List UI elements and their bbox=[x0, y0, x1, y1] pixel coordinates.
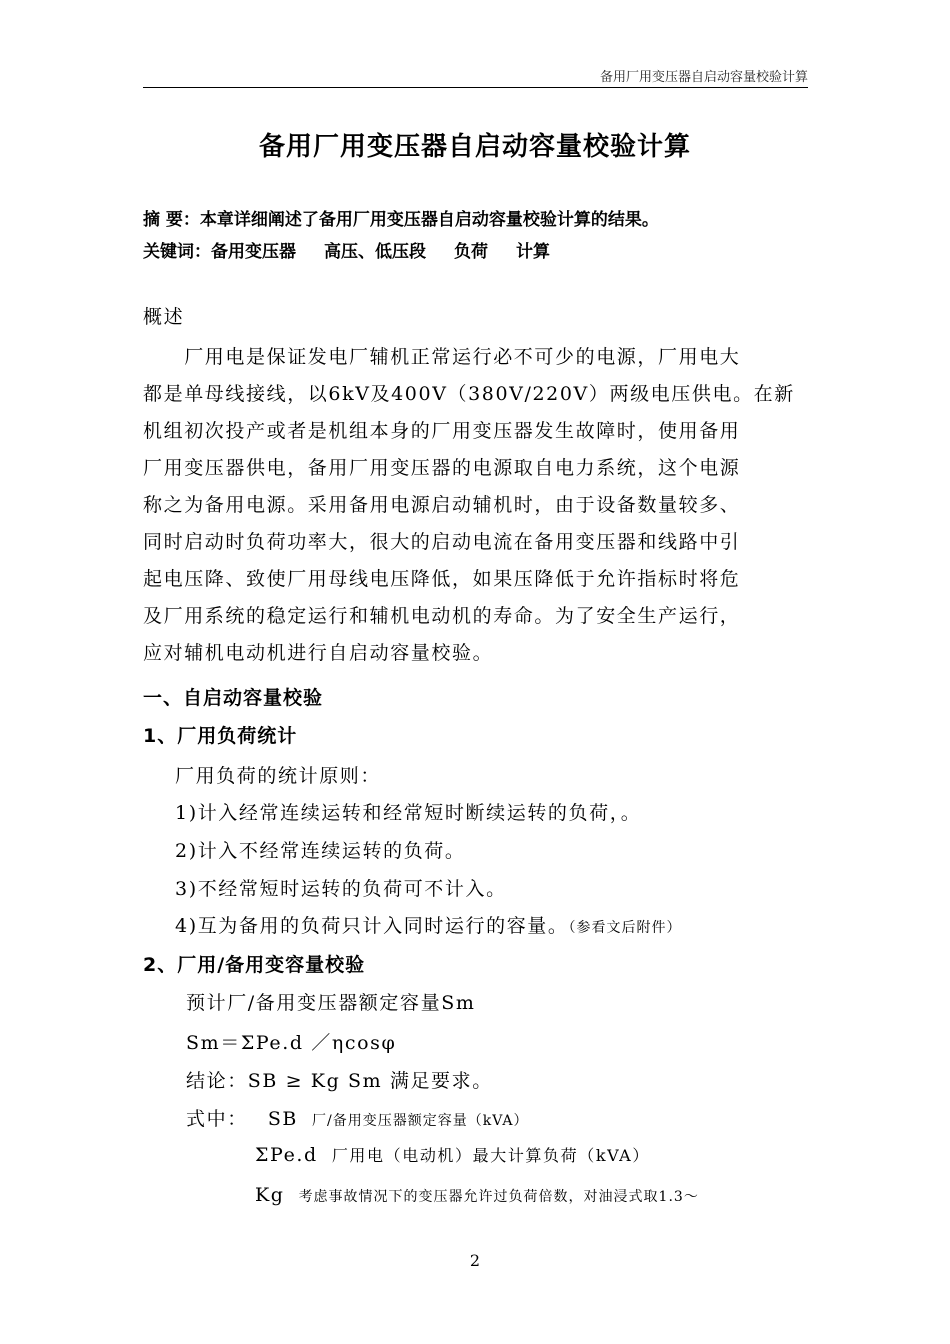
definition-row bbox=[255, 1184, 920, 1206]
stats-rule: 2)计入不经常连续运转的负荷。 bbox=[175, 840, 466, 862]
page-number: 2 bbox=[469, 1251, 481, 1270]
definition-symbol: ΣPe.d bbox=[255, 1144, 318, 1166]
definition-row bbox=[186, 1104, 851, 1131]
keyword-item: 高压、低压段 bbox=[324, 242, 426, 262]
keyword-item: 备用变压器 bbox=[211, 242, 296, 262]
abstract-label: 摘 要： bbox=[143, 210, 200, 230]
keyword-item: 计算 bbox=[516, 242, 550, 262]
overview-line: 及厂用系统的稳定运行和辅机电动机的寿命。为了安全生产运行， bbox=[143, 605, 741, 627]
subsection-heading: 1、厂用负荷统计 bbox=[143, 725, 298, 747]
overview-line: 称之为备用电源。采用备用电源启动辅机时，由于设备数量较多、 bbox=[143, 494, 741, 516]
definition-text: 厂/备用变压器额定容量（kVA） bbox=[312, 1113, 529, 1129]
reference-note: （参看文后附件） bbox=[568, 920, 682, 936]
definition-symbol: SB bbox=[267, 1108, 298, 1130]
stats-rule-text: 4)互为备用的负荷只计入同时运行的容量。 bbox=[175, 915, 569, 937]
definition-text: 考虑事故情况下的变压器允许过负荷倍数，对油浸式取1.3～ bbox=[298, 1189, 699, 1205]
overview-line: 起电压降、致使厂用母线电压降低，如果压降低于允许指标时将危 bbox=[143, 568, 741, 590]
definition-symbol: Kg bbox=[255, 1184, 285, 1206]
running-header: 备用厂用变压器自启动容量校验计算 bbox=[599, 70, 808, 85]
keyword-item: 负荷 bbox=[454, 242, 488, 262]
overview-heading: 概述 bbox=[143, 306, 185, 328]
capacity-line: 预计厂/备用变压器额定容量Sm bbox=[186, 992, 476, 1014]
overview-line: 都是单母线接线，以6kV及400V（380V/220V）两级电压供电。在新 bbox=[143, 383, 795, 405]
overview-line: 机组初次投产或者是机组本身的厂用变压器发生故障时，使用备用 bbox=[143, 420, 741, 442]
overview-line: 同时启动时负荷功率大，很大的启动电流在备用变压器和线路中引 bbox=[143, 531, 741, 553]
stats-rule: 3)不经常短时运转的负荷可不计入。 bbox=[175, 878, 507, 900]
stats-rule: 1)计入经常连续运转和经常短时断续运转的负荷，。 bbox=[175, 802, 642, 824]
stats-intro: 厂用负荷的统计原则： bbox=[175, 765, 382, 787]
header-rule bbox=[143, 87, 808, 88]
conclusion: 结论：SB ≥ Kg Sm 满足要求。 bbox=[186, 1070, 493, 1092]
stats-rule bbox=[175, 911, 840, 938]
overview-line: 应对辅机电动机进行自启动容量校验。 bbox=[143, 642, 494, 664]
definition-row bbox=[255, 1143, 920, 1166]
definition-text: 厂用电（电动机）最大计算负荷（kVA） bbox=[331, 1146, 650, 1165]
where-label: 式中： bbox=[186, 1108, 248, 1130]
overview-line: 厂用电是保证发电厂辅机正常运行必不可少的电源，厂用电大 bbox=[143, 346, 741, 368]
capacity-formula: Sm＝ΣPe.d ／ηcosφ bbox=[186, 1032, 397, 1054]
section-heading: 一、自启动容量校验 bbox=[143, 687, 324, 709]
overview-line: 厂用变压器供电，备用厂用变压器的电源取自电力系统，这个电源 bbox=[143, 457, 741, 479]
document-title: 备用厂用变压器自启动容量校验计算 bbox=[258, 132, 691, 162]
subsection-heading: 2、厂用/备用变容量校验 bbox=[143, 954, 366, 976]
keywords-label: 关键词： bbox=[143, 242, 211, 262]
abstract-text: 本章详细阐述了备用厂用变压器自启动容量校验计算的结果。 bbox=[199, 210, 659, 230]
abstract bbox=[143, 205, 659, 230]
keywords bbox=[143, 237, 550, 262]
